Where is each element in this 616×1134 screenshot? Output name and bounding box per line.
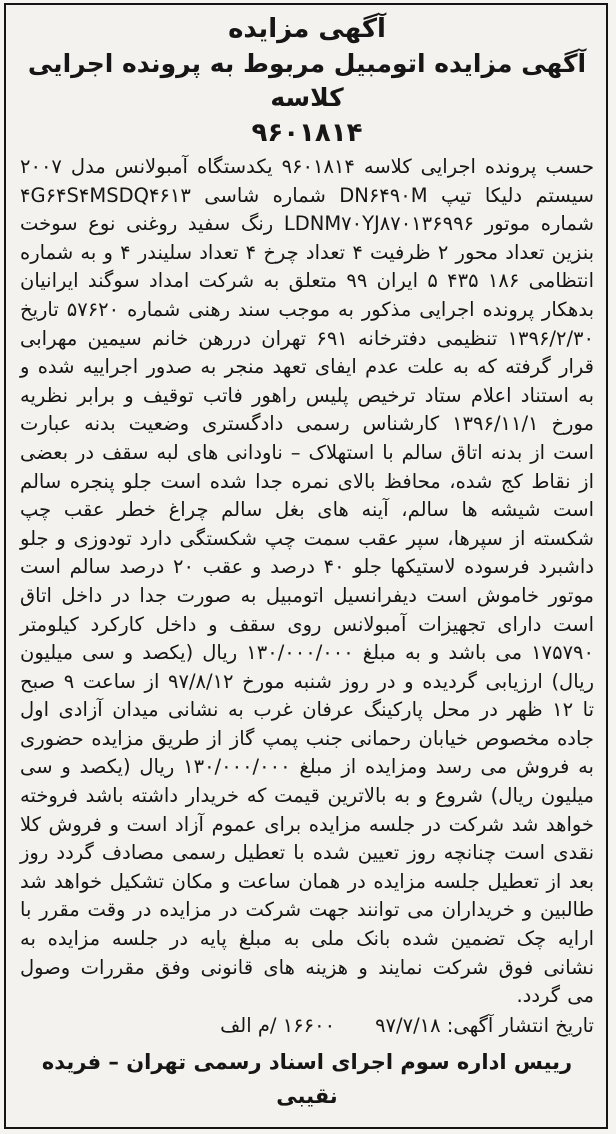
notice-body: حسب پرونده اجرایی کلاسه ۹۶۰۱۸۱۴ یکدستگاه آمبولانس مدل ۲۰۰۷ سیستم دلیکا تیپ DN۶۴۹۰M شماره شاسی ۴G۶۴S۴MSDQ۴۶۱۳ شماره موتور LDNM۷۰YJ۸۷۰۱۳۶۹۹۶ رنگ سفید روغنی نوع سوخت بنزین تعداد محور ۲ ظرفیت ۴ تعداد چرخ ۴ تعداد سلیندر ۴ و به شماره انتظامی ۱۸۶ ۴۳۵ ۵ ایران ۹۹ متعلق به شرکت امداد سوگند ایرانیان بدهکار پرونده اجرایی مذکور به موجب سند رهنی شماره ۵۷۶۲۰ تاریخ ۱۳۹۶/۲/۳۰ تنظیمی دفترخانه ۶۹۱ تهران دررهن خانم سیمین مهرابی قرار گرفته که به علت عدم ایفای تعهد منجر به صدور اجراییه شده و به استناد اعلام ستاد ترخیص پلیس راهور فاتب توقیف و برابر نظریه مورخ ۱۳۹۶/۱۱/۱ کارشناس رسمی دادگستری وضعیت بدنه عبارت است از بدنه اتاق سالم با استهلاک – ناودانی های لبه سقف در بعضی از نقاط کج شده، محافظ بالای نمره جدا شده است جلو پنجره سالم است شیشه ها سالم، آینه های بغل سالم چراغ خطر عقب چپ شکسته از سپرها، سپر عقب سمت چپ شکستگی دارد تودوزی و جلو داشبرد فرسوده لاستیکها جلو ۴۰ درصد و عقب ۲۰ درصد سالم است موتور خاموش است دیفرانسیل اتومبیل به صورت جدا در داخل اتاق است دارای تجهیزات آمبولانس روی سقف و داخل کارکرد کیلومتر ۱۷۵۷۹۰ می باشد و به مبلغ ۱۳۰/۰۰۰/۰۰۰ ریال (یکصد و سی میلیون ریال) ارزیابی گردیده و در روز شنبه مورخ ۹۷/۸/۱۲ از ساعت ۹ صبح تا ۱۲ ظهر در محل پارکینگ عرفان غرب به نشانی میدان آزادی اول جاده مخصوص خیابان رحمانی جنب پمپ گاز از طریق مزایده حضوری به فروش می رسد ومزایده از مبلغ ۱۳۰/۰۰۰/۰۰۰ ریال (یکصد و سی میلیون ریال) شروع و به بالاترین قیمت که خریدار داشته باشد فروخته خواهد شد شرکت در جلسه مزایده برای عموم آزاد است و فروش کلا نقدی است چنانچه روز تعیین شده با تعطیل رسمی مصادف گردد روز بعد از تعطیل جلسه مزایده در همان ساعت و مکان تشکیل خواهد شد طالبین و خریداران می توانند جهت شرکت در مزایده در وقت مقرر با ارایه چک تضمین شده بانک ملی به مبلغ پایه در جلسه مزایده به نشانی فوق شرکت نمایند و هزینه های قانونی وفق مقررات وصول می گردد. — [20, 155, 595, 1008]
notice-meta — [20, 1011, 594, 1041]
notice-content — [6, 5, 606, 1113]
publish-date: تاریخ انتشار آگهی: ۹۷/۷/۱۸ — [375, 1013, 594, 1037]
notice-heading: آگهی مزایده — [228, 14, 386, 44]
notice-header — [20, 11, 594, 151]
reference-number: ۱۶۶۰۰ /م الف — [220, 1013, 336, 1037]
signature-line: رییس اداره سوم اجرای اسناد رسمی تهران – فریده نقیبی — [41, 1049, 573, 1108]
case-number: ۹۶۰۱۸۱۴ — [251, 118, 363, 148]
notice-subheading: آگهی مزایده اتومبیل مربوط به پرونده اجرایی کلاسه — [27, 49, 587, 112]
auction-notice — [4, 3, 608, 1129]
